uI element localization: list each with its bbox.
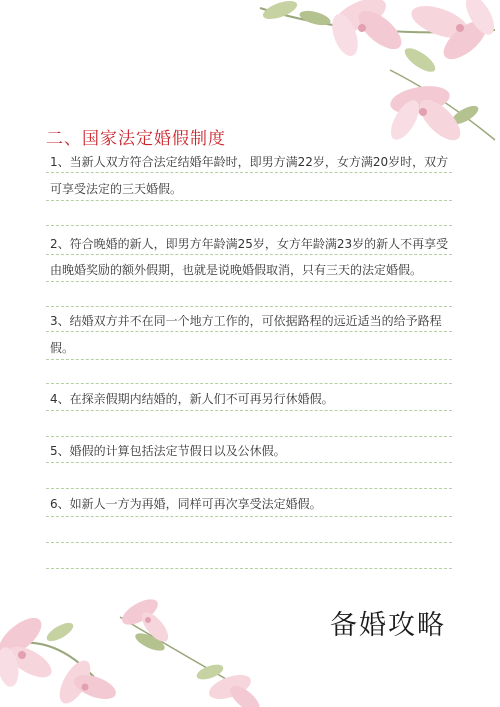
dashed-rule bbox=[46, 568, 452, 569]
list-item-1-line-1: 1、当新人双方符合法定结婚年龄时，即男方满22岁，女方满20岁时，双方 bbox=[50, 155, 449, 169]
dashed-rule bbox=[46, 462, 452, 463]
list-item-2-line-1: 2、符合晚婚的新人，即男方年龄满25岁，女方年龄满23岁的新人不再享受 bbox=[50, 237, 449, 251]
list-item-3-line-2: 假。 bbox=[50, 341, 75, 355]
dashed-rule bbox=[46, 172, 452, 173]
dashed-rule bbox=[46, 542, 452, 543]
dashed-rule bbox=[46, 359, 452, 360]
list-item-6: 6、如新人一方为再婚，同样可再次享受法定婚假。 bbox=[50, 497, 322, 511]
list-item-2-line-2: 由晚婚奖励的额外假期，也就是说晚婚假取消，只有三天的法定婚假。 bbox=[50, 263, 423, 277]
footer-title: 备婚攻略 bbox=[330, 610, 446, 641]
dashed-rule bbox=[46, 306, 452, 307]
flower-decoration-top-icon bbox=[240, 0, 500, 150]
dashed-rule bbox=[46, 488, 452, 489]
dashed-rule bbox=[46, 200, 452, 201]
list-item-4: 4、在探亲假期内结婚的，新人们不可再另行休婚假。 bbox=[50, 392, 334, 406]
dashed-rule bbox=[46, 410, 452, 411]
dashed-rule bbox=[46, 254, 452, 255]
dashed-rule bbox=[46, 383, 452, 384]
list-item-3-line-1: 3、结婚双方并不在同一个地方工作的，可依据路程的远近适当的给予路程 bbox=[50, 314, 442, 328]
dashed-rule bbox=[46, 331, 452, 332]
list-item-5: 5、婚假的计算包括法定节假日以及公休假。 bbox=[50, 444, 286, 458]
section-heading: 二、国家法定婚假制度 bbox=[46, 129, 226, 149]
list-item-1-line-2: 可享受法定的三天婚假。 bbox=[50, 182, 183, 196]
dashed-rule bbox=[46, 225, 452, 226]
flower-decoration-bottom-icon bbox=[0, 587, 260, 707]
dashed-rule bbox=[46, 516, 452, 517]
dashed-rule bbox=[46, 281, 452, 282]
dashed-rule bbox=[46, 436, 452, 437]
